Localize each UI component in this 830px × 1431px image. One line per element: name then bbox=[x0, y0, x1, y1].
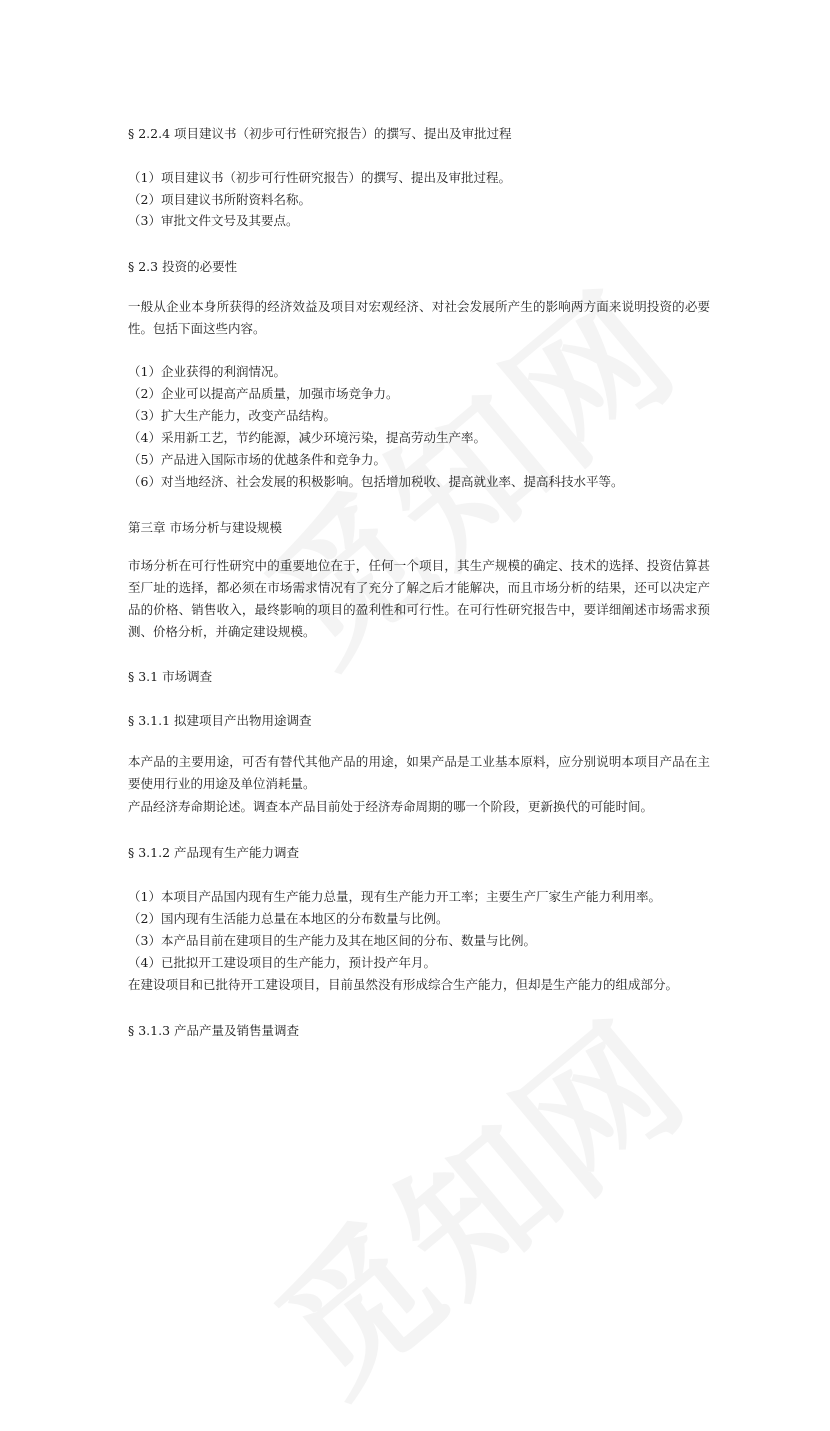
paragraph-market-analysis: 市场分析在可行性研究中的重要地位在于，任何一个项目，其生产规模的确定、技术的选择、投资估算甚至厂址的选择，都必须在市场需求情况有了充分了解之后才能解决，而且市场分析的结果，还可以决定产品的价格、销售收入，最终影响的项目的盈利性和可行性。在可行性研究报告中，要详细阐述市场需求预测、价格分析，并确定建设规模。 bbox=[128, 558, 710, 639]
list-item: （2）项目建议书所附资料名称。 bbox=[128, 192, 311, 207]
paragraph-product-lifecycle: 产品经济寿命期论述。调查本产品目前处于经济寿命周期的哪一个阶段，更新换代的可能时间。 bbox=[128, 799, 654, 814]
list-item: （1）本项目产品国内现有生产能力总量，现有生产能力开工率；主要生产厂家生产能力利用率。 bbox=[128, 889, 661, 904]
section-heading-3-1: § 3.1 市场调查 bbox=[128, 669, 213, 684]
list-item: （1）项目建议书（初步可行性研究报告）的撰写、提出及审批过程。 bbox=[128, 170, 511, 185]
paragraph-product-use: 本产品的主要用途，可否有替代其他产品的用途，如果产品是工业基本原料，应分别说明本项目产品在主要使用行业的用途及单位消耗量。 bbox=[128, 754, 710, 791]
watermark bbox=[225, 965, 722, 1431]
list-item: （3）扩大生产能力，改变产品结构。 bbox=[128, 408, 336, 423]
list-item: （5）产品进入国际市场的优越条件和竞争力。 bbox=[128, 452, 386, 467]
list-item: （3）本产品目前在建项目的生产能力及其在地区间的分布、数量与比例。 bbox=[128, 933, 536, 948]
list-item: （2）国内现有生活能力总量在本地区的分布数量与比例。 bbox=[128, 911, 449, 926]
list-item: （2）企业可以提高产品质量，加强市场竞争力。 bbox=[128, 386, 399, 401]
section-heading-2-2-4: § 2.2.4 项目建议书（初步可行性研究报告）的撰写、提出及审批过程 bbox=[128, 126, 512, 141]
paragraph-investment-necessity: 一般从企业本身所获得的经济效益及项目对宏观经济、对社会发展所产生的影响两方面来说明投资的必要性。包括下面这些内容。 bbox=[128, 299, 710, 336]
list-item: （4）已批拟开工建设项目的生产能力，预计投产年月。 bbox=[128, 955, 436, 970]
section-heading-3-1-3: § 3.1.3 产品产量及销售量调查 bbox=[128, 1023, 300, 1038]
list-item: （4）采用新工艺，节约能源，减少环境污染，提高劳动生产率。 bbox=[128, 430, 486, 445]
section-heading-3-1-1: § 3.1.1 拟建项目产出物用途调查 bbox=[128, 713, 312, 728]
section-heading-2-3: § 2.3 投资的必要性 bbox=[128, 259, 238, 274]
list-item: （6）对当地经济、社会发展的积极影响。包括增加税收、提高就业率、提高科技水平等。 bbox=[128, 474, 624, 489]
section-heading-3-1-2: § 3.1.2 产品现有生产能力调查 bbox=[128, 845, 300, 860]
paragraph-capacity-note: 在建设项目和已批待开工建设项目，目前虽然没有形成综合生产能力，但却是生产能力的组成部分。 bbox=[128, 977, 679, 992]
list-item: （3）审批文件文号及其要点。 bbox=[128, 213, 299, 228]
chapter-heading-3: 第三章 市场分析与建设规模 bbox=[128, 520, 282, 535]
list-item: （1）企业获得的利润情况。 bbox=[128, 364, 286, 379]
